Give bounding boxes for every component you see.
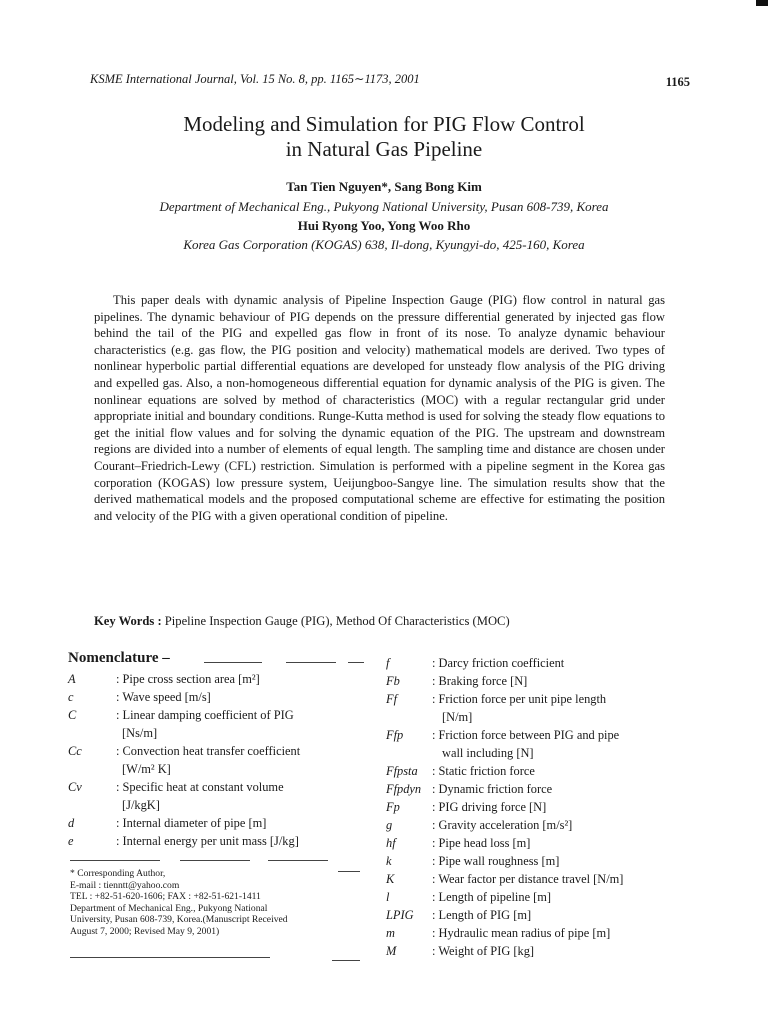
footnote-line: August 7, 2000; Revised May 9, 2001) <box>70 925 220 937</box>
nomenclature-entry <box>386 672 706 690</box>
nomenclature-symbol: m <box>386 926 395 940</box>
nomenclature-description: : Length of PIG [m] <box>432 908 532 922</box>
nomenclature-symbol: d <box>68 816 75 830</box>
nomenclature-description: : Friction force per unit pipe length <box>432 692 607 706</box>
nomenclature-entry <box>386 852 706 870</box>
nomenclature-entry <box>68 706 368 742</box>
nomenclature-symbol: Ff <box>386 692 398 706</box>
nomenclature-symbol: K <box>386 872 395 886</box>
keywords-label: Key Words : <box>94 614 162 628</box>
nomenclature-entry <box>386 942 706 960</box>
footnote-line: University, Pusan 608-739, Korea.(Manuscript Received <box>70 914 288 926</box>
nomenclature-entry <box>386 870 706 888</box>
keywords-text: Pipeline Inspection Gauge (PIG), Method Of Characteristics (MOC) <box>161 614 510 628</box>
nomenclature-description: : Pipe head loss [m] <box>432 836 531 850</box>
nomenclature-entry <box>386 906 706 924</box>
nomenclature-entry <box>386 780 706 798</box>
nomenclature-description: : Braking force [N] <box>432 674 528 688</box>
page-number: 1165 <box>665 75 690 89</box>
nomenclature-symbol: Ffpsta <box>386 764 418 778</box>
nomenclature-entry <box>386 798 706 816</box>
nomenclature-symbol: Ffpdyn <box>386 782 422 796</box>
footnote-rule <box>70 957 270 958</box>
nomenclature-symbol: C <box>68 708 77 722</box>
author-affiliation-1: Department of Mechanical Eng., Pukyong National University, Pusan 608-739, Korea <box>159 199 609 214</box>
author-names-1: Tan Tien Nguyen*, Sang Bong Kim <box>286 179 482 194</box>
nomenclature-entry <box>68 670 368 688</box>
nomenclature-entry <box>386 654 706 672</box>
paper-title-line-2: in Natural Gas Pipeline <box>285 137 483 161</box>
nomenclature-symbol: A <box>68 672 76 686</box>
nomenclature-symbol: Ffp <box>386 728 404 742</box>
nomenclature-symbol: M <box>386 944 397 958</box>
nomenclature-entry <box>386 888 706 906</box>
nomenclature-symbol: l <box>386 890 390 904</box>
nomenclature-symbol: Fb <box>386 674 400 688</box>
nomenclature-description: : Hydraulic mean radius of pipe [m] <box>432 926 611 940</box>
journal-citation: KSME International Journal, Vol. 15 No. 8, pp. 1165∼1173, 2001 <box>90 72 420 86</box>
nomenclature-entry <box>68 832 368 850</box>
footnote-line: Department of Mechanical Eng., Pukyong National <box>70 902 268 914</box>
nomenclature-description: : Wear factor per distance travel [N/m] <box>432 872 624 886</box>
nomenclature-description: : Friction force between PIG and pipe <box>432 728 620 742</box>
nomenclature-entry <box>68 778 368 814</box>
abstract: This paper deals with dynamic analysis of Pipeline Inspection Gauge (PIG) flow control in natural gas pipelines. The dynamic behaviour of PIG depends on the pressure differential generated by injected gas flow behind the tail of the PIG and expelled gas flow in front of its nose. To analyze dynamic behaviour characteristics (e.g. gas flow, the PIG position and velocity) mathematical models are derived. Two types of nonlinear hyperbolic partial differential equations are developed for unsteady flow analysis of the PIG driving and expelled gas. Also, a non-homogeneous differential equation for dynamic analysis of the PIG is given. The nonlinear equations are solved by method of characteristics (MOC) with a regular rectangular grid under appropriate initial and boundary conditions. Runge-Kutta method is used for solving the steady flow equations to get the initial flow values and for solving the dynamic equation of the PIG. The upstream and downstream regions are divided into a number of elements of equal length. The sampling time and distance are chosen under Courant–Friedrich-Lewy (CFL) restriction. Simulation is performed with a pipeline segment in the Korea gas corporation (KOGAS) low pressure system, Ueijungboo-Sangye line. The simulation results show that the derived mathematical models and the proposed computational scheme are effective for estimating the position and velocity of the PIG with a given operational condition of pipeline. <box>94 293 665 523</box>
footnote-rule <box>332 960 360 961</box>
footnote-line: E-mail : tienntt@yahoo.com <box>70 879 180 891</box>
nomenclature-description-cont: [N/m] <box>442 710 473 724</box>
nomenclature-description: : Linear damping coefficient of PIG <box>116 708 294 722</box>
nomenclature-entry <box>68 742 368 778</box>
footnote-rule <box>70 860 160 861</box>
nomenclature-entry <box>68 814 368 832</box>
nomenclature-symbol: Cc <box>68 744 82 758</box>
paper-title-line-1: Modeling and Simulation for PIG Flow Control <box>183 112 585 136</box>
nomenclature-description: : PIG driving force [N] <box>432 800 547 814</box>
nomenclature-entry <box>386 834 706 852</box>
footnote-line: TEL : +82-51-620-1606; FAX : +82-51-621-1411 <box>70 891 261 903</box>
nomenclature-heading: Nomenclature – <box>68 650 170 666</box>
nomenclature-description: : Length of pipeline [m] <box>432 890 552 904</box>
nomenclature-description: : Pipe wall roughness [m] <box>432 854 560 868</box>
footnote-rule <box>268 860 328 861</box>
nomenclature-rule <box>348 662 364 663</box>
nomenclature-entry <box>386 762 706 780</box>
nomenclature-description: : Wave speed [m/s] <box>116 690 211 704</box>
nomenclature-symbol: f <box>386 656 390 670</box>
nomenclature-symbol: LPIG <box>386 908 414 922</box>
nomenclature-description-cont: [J/kgK] <box>122 798 160 812</box>
nomenclature-description-cont: [W/m² K] <box>122 762 171 776</box>
nomenclature-description: : Specific heat at constant volume <box>116 780 284 794</box>
running-header <box>90 71 690 91</box>
nomenclature-description: : Darcy friction coefficient <box>432 656 565 670</box>
nomenclature-description: : Internal energy per unit mass [J/kg] <box>116 834 299 848</box>
keywords <box>94 614 510 629</box>
nomenclature-entry <box>386 816 706 834</box>
scan-edge-mark <box>756 0 768 6</box>
nomenclature-right-column <box>386 654 706 960</box>
nomenclature-description-cont: wall including [N] <box>442 746 534 760</box>
author-names-2: Hui Ryong Yoo, Yong Woo Rho <box>297 218 471 233</box>
nomenclature-entry <box>68 688 368 706</box>
nomenclature-description-cont: [Ns/m] <box>122 726 158 740</box>
author-affiliation-2: Korea Gas Corporation (KOGAS) 638, Il-dong, Kyungyi-do, 425-160, Korea <box>183 237 585 252</box>
nomenclature-entry <box>386 924 706 942</box>
nomenclature-description: : Weight of PIG [kg] <box>432 944 535 958</box>
nomenclature-description: : Pipe cross section area [m²] <box>116 672 260 686</box>
nomenclature-left-column <box>68 670 368 850</box>
nomenclature-entry <box>386 690 706 726</box>
footnote-rule <box>180 860 250 861</box>
nomenclature-description: : Static friction force <box>432 764 535 778</box>
nomenclature-symbol: k <box>386 854 392 868</box>
nomenclature-symbol: Cv <box>68 780 82 794</box>
corresponding-author-footnote <box>70 868 370 938</box>
nomenclature-rule <box>286 662 336 663</box>
nomenclature-symbol: Fp <box>386 800 400 814</box>
footnote-line: * Corresponding Author, <box>70 868 166 879</box>
nomenclature-description: : Convection heat transfer coefficient <box>116 744 301 758</box>
nomenclature-description: : Dynamic friction force <box>432 782 553 796</box>
nomenclature-symbol: hf <box>386 836 396 850</box>
nomenclature-entry <box>386 726 706 762</box>
nomenclature-description: : Gravity acceleration [m/s²] <box>432 818 573 832</box>
nomenclature-symbol: g <box>386 818 393 832</box>
nomenclature-description: : Internal diameter of pipe [m] <box>116 816 267 830</box>
nomenclature-symbol: c <box>68 690 74 704</box>
nomenclature-rule <box>204 662 262 663</box>
nomenclature-symbol: e <box>68 834 74 848</box>
